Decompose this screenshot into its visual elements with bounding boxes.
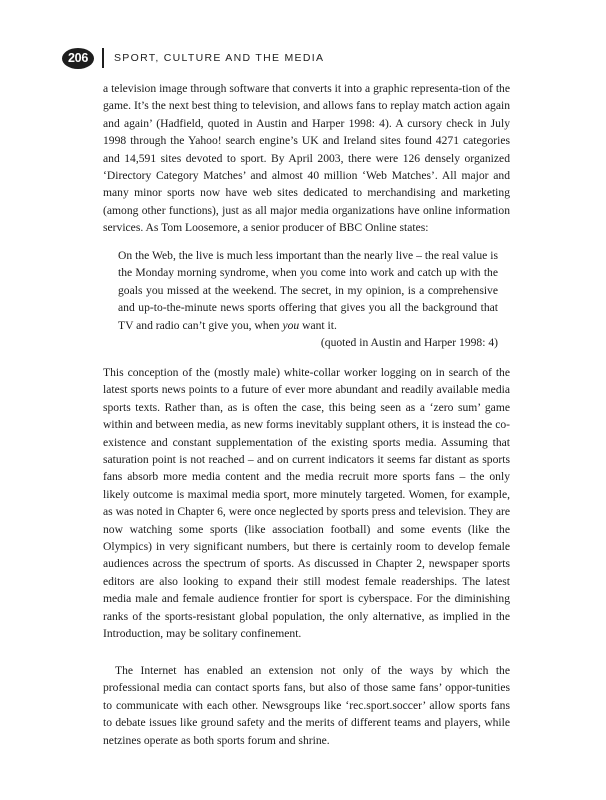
running-header: [62, 47, 324, 69]
quote-emphasis: you: [282, 318, 300, 332]
paragraph-3-block: [103, 662, 510, 749]
page-number: 206: [62, 48, 94, 69]
paragraph-1-block: [103, 80, 510, 237]
paragraph-2-block: [103, 364, 510, 643]
running-title: SPORT, CULTURE AND THE MEDIA: [114, 52, 325, 64]
paragraph-2: This conception of the (mostly male) white-collar worker logging on in search of the latest sports news points to a future of ever more abundant and readily available media sports texts. Rather than, as is often the case, this being seen as a ‘zero sum’ game within and between media, as new forms inevitably supplant others, it is instead the co-existence and constant supplementation of the existing sports media. Assuming that saturation point is not reached – and on current indicators it seems far distant as sports fans absorb more media content and the media recruit more sports fans – the only likely outcome is maximal media sport, more minutely targeted. Women, for example, as was noted in Chapter 6, were once neglected by sports press and television. They are now watching some sports (like association football) and some events (like the Olympics) in very significant numbers, but there is certainly room to develop female audiences across the spectrum of sports. As discussed in Chapter 2, newspaper sports editors are also looking to expand their still modest female readerships. The latest media male and female audience frontier for sport is cyberspace. For the diminishing ranks of the sports-resistant global population, the only alternative, as implied in the Introduction, may be solitary confinement.: [103, 366, 510, 641]
quote-body: [118, 247, 498, 334]
quote-text: On the Web, the live is much less important than the nearly live – the real value is the Monday morning syndrome, when you come into work and catch up with the goals you missed at the weekend. The secret, in my opinion, is a comprehensive and up-to-the-minute news sports offering that gives you all the background that TV and radio can’t give you, when: [118, 249, 498, 332]
header-divider: [102, 48, 104, 68]
block-quote: [118, 247, 498, 351]
paragraph-3: The Internet has enabled an extension not only of the ways by which the professional media can contact sports fans, but also of those same fans’ oppor-tunities to communicate with each other. Newsgroups like ‘rec.sport.soccer’ allow sports fans to debate issues like ground safety and the merits of different teams and players, while netzines operate as both sports forum and shrine.: [103, 664, 510, 747]
paragraph-1: a television image through software that converts it into a graphic representa-tion of the game. It’s the next best thing to television, and allows fans to replay match action again and again’ (Hadfield, quoted in Austin and Harper 1998: 4). A cursory check in July 1998 through the Yahoo! search engine’s UK and Ireland sites found 4271 categories and 14,591 sites devoted to sport. By April 2003, there were 126 densely organized ‘Directory Category Matches’ and almost 40 million ‘Web Matches’. All major and many minor sports now have web sites dedicated to merchandising and marketing (among other functions), just as all major media organizations have online information services. As Tom Loosemore, a senior producer of BBC Online states:: [103, 82, 510, 235]
quote-end: want it.: [299, 318, 337, 332]
quote-citation: (quoted in Austin and Harper 1998: 4): [320, 336, 498, 350]
